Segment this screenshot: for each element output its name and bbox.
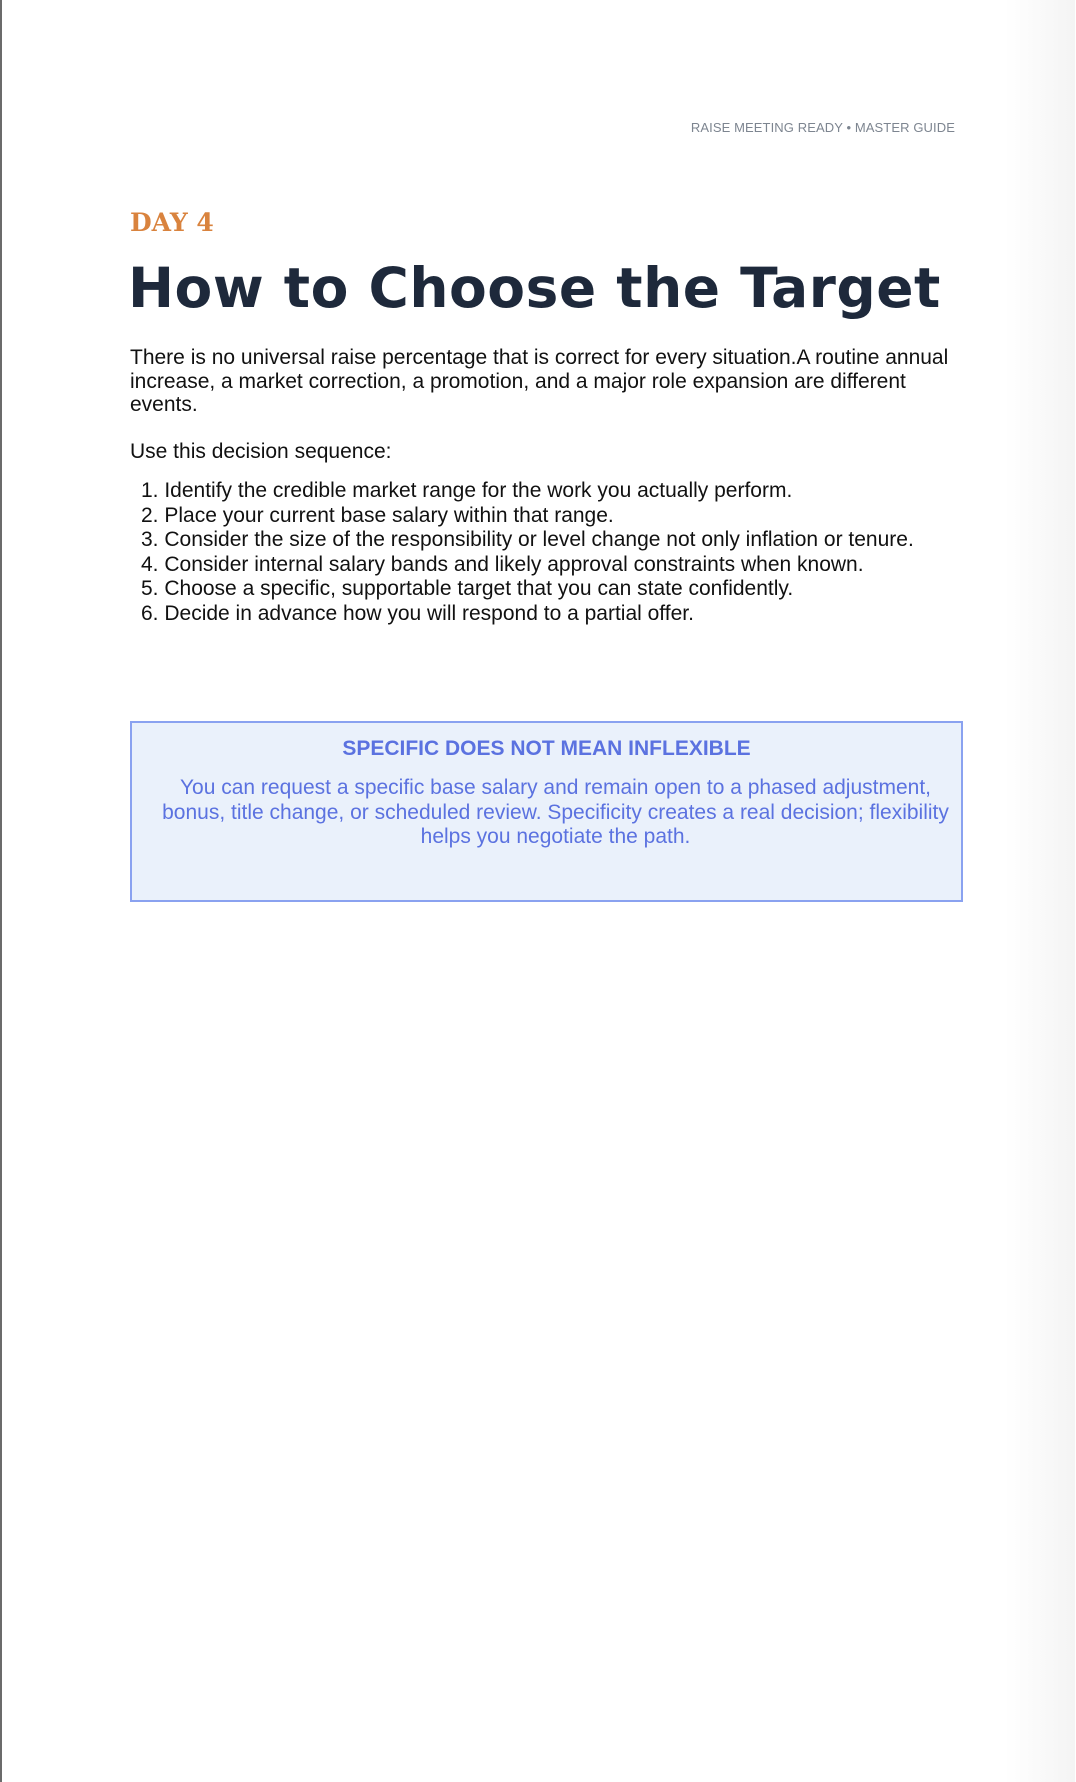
callout-body: You can request a specific base salary and remain open to a phased adjustment, bonus, title change, or scheduled review. Specificity creates a real decision; flexibility helps you negotiate the path. bbox=[162, 776, 949, 848]
callout-title: SPECIFIC DOES NOT MEAN INFLEXIBLE bbox=[342, 737, 751, 760]
page-edge-shade bbox=[1005, 0, 1075, 1782]
list-item-step-4: 4. Consider internal salary bands and likely approval constraints when known. bbox=[141, 552, 864, 576]
page-title: How to Choose the Target bbox=[128, 256, 941, 320]
lead-in-text: Use this decision sequence: bbox=[130, 440, 392, 463]
running-header: RAISE MEETING READY • MASTER GUIDE bbox=[690, 120, 955, 135]
decision-steps-list bbox=[141, 479, 941, 626]
list-item-step-2: 2. Place your current base salary within that range. bbox=[141, 503, 614, 527]
day-label: DAY 4 bbox=[130, 208, 214, 237]
list-item-step-6: 6. Decide in advance how you will respond to a partial offer. bbox=[141, 601, 694, 625]
intro-paragraph: There is no universal raise percentage that is correct for every situation.A routine annual increase, a market correction, a promotion, and a major role expansion are different events. bbox=[130, 346, 949, 416]
callout-box bbox=[130, 721, 963, 902]
list-item-step-1: 1. Identify the credible market range for the work you actually perform. bbox=[141, 479, 793, 502]
list-item-step-5: 5. Choose a specific, supportable target that you can state confidently. bbox=[141, 577, 794, 600]
list-item-step-3: 3. Consider the size of the responsibility or level change not only inflation or tenure. bbox=[141, 528, 914, 551]
